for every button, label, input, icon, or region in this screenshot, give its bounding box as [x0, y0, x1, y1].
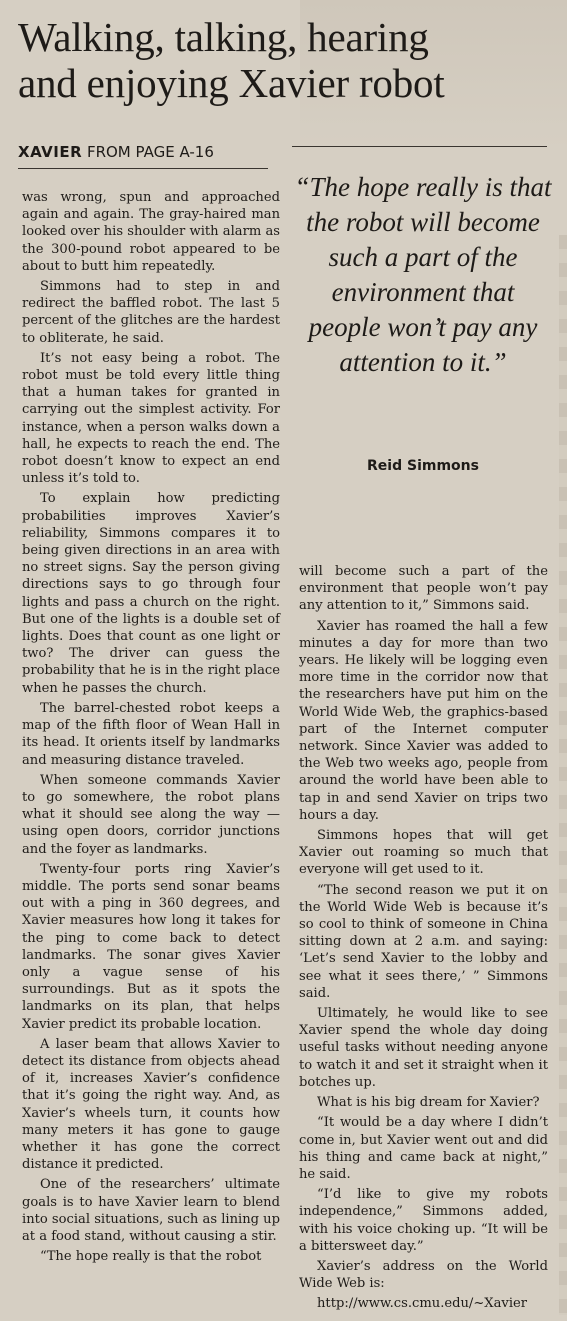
headline [18, 14, 445, 106]
paragraph: It’s not easy being a robot. The robot must be told every little thing that a human takes for granted in carrying out the simplest activity. For instance, when a person walks down a hall, he expects to reach the end. The robot doesn’t know to expect an end unless it’s told to. [22, 350, 280, 487]
left-column [22, 189, 280, 1268]
paragraph: was wrong, spun and approached again and again. The gray-haired man looked over his shoulder with alarm as the 300-pound robot appeared to be about to butt him repeatedly. [22, 190, 280, 274]
paragraph: Simmons hopes that will get Xavier out roaming so much that everyone will get used to it. [299, 828, 548, 878]
web-address: http://www.cs.cmu.edu/~Xavier [317, 1296, 528, 1312]
headline-line-2: and enjoying Xavier robot [18, 60, 445, 106]
adjacent-page-edge [559, 235, 567, 1315]
paragraph: Twenty-four ports ring Xavier’s middle. The ports send sonar beams out with a ping in 360 degrees, and Xavier measures how long it takes for the ping to come back to detect landmarks. The sonar gives Xavier only a vague sense of his surroundings. But as it spots the landmarks on its plan, that helps Xavier predict its probable location. [22, 861, 280, 1032]
paragraph: Xavier has roamed the hall a few minutes a day for more than two years. He likely will be logging even more time in the corridor now that the researchers have put him on the World Wide Web, the graphics-based part of the Internet computer network. Since Xavier was added to the Web two weeks ago, people from around the world have been able to tap in and send Xavier on trips two hours a day. [299, 618, 548, 823]
paragraph: The barrel-chested robot keeps a map of the fifth floor of Wean Hall in its head. It orients itself by landmarks and measuring distance traveled. [22, 700, 280, 768]
pull-quote: “The hope really is that the robot will become such a part of the environment that people won’t pay any attention to it.” [294, 172, 552, 377]
jumpline [18, 143, 214, 161]
jumpline-rule [18, 168, 268, 169]
paragraph: “I’d like to give my robots independence,” Simmons added, with his voice choking up. “It will be a bittersweet day.” [299, 1187, 548, 1254]
paragraph: Simmons had to step in and redirect the baffled robot. The last 5 percent of the glitches are the hardest to obliterate, he said. [22, 279, 280, 346]
pullquote-rule [292, 146, 547, 147]
paragraph: When someone commands Xavier to go somewhere, the robot plans what it should see along the way — using open doors, corridor junctions and the foyer as landmarks. [22, 772, 280, 857]
paragraph: Xavier’s address on the World Wide Web is: [299, 1258, 548, 1292]
paragraph: What is his big dream for Xavier? [317, 1095, 540, 1111]
jumpline-text: FROM PAGE A-16 [86, 143, 214, 161]
paragraph: To explain how predicting probabilities improves Xavier’s reliability, Simmons compares it to being given directions in an area with no street signs. Say the person giving directions says to go through four lights and pass a church on the right. But one of the lights is a double set of lights. Does that count as one light or two? The driver can guess the probability that he is in the right place when he passes the church. [22, 491, 280, 696]
paragraph: One of the researchers’ ultimate goals is to have Xavier learn to blend into social situations, such as lining up at a food stand, without causing a stir. [22, 1177, 280, 1244]
paragraph: “The hope really is that the robot [40, 1249, 262, 1265]
headline-line-1: Walking, talking, hearing [18, 14, 429, 60]
paragraph: will become such a part of the environment that people won’t pay any attention to it,” Simmons said. [299, 564, 548, 614]
paragraph: A laser beam that allows Xavier to detect its distance from objects ahead of it, increases Xavier’s confidence that it’s going the right way. And, as Xavier’s wheels turn, it counts how many meters it has gone to gauge whether it has gone the correct distance it predicted. [22, 1036, 280, 1173]
right-column [299, 563, 548, 1316]
jumpline-name: XAVIER [18, 143, 83, 161]
pull-quote-credit: Reid Simmons [367, 458, 479, 474]
paragraph: “It would be a day where I didn’t come in, but Xavier went out and did his thing and came back at night,” he said. [299, 1115, 548, 1182]
paragraph: Ultimately, he would like to see Xavier spend the whole day doing useful tasks without needing anyone to watch it and set it straight when it botches up. [299, 1006, 548, 1090]
paragraph: “The second reason we put it on the World Wide Web is because it’s so cool to think of someone in China sitting down at 2 a.m. and saying: ‘Let’s send Xavier to the lobby and see what it sees there,’ ” Simmons said. [299, 882, 548, 1001]
